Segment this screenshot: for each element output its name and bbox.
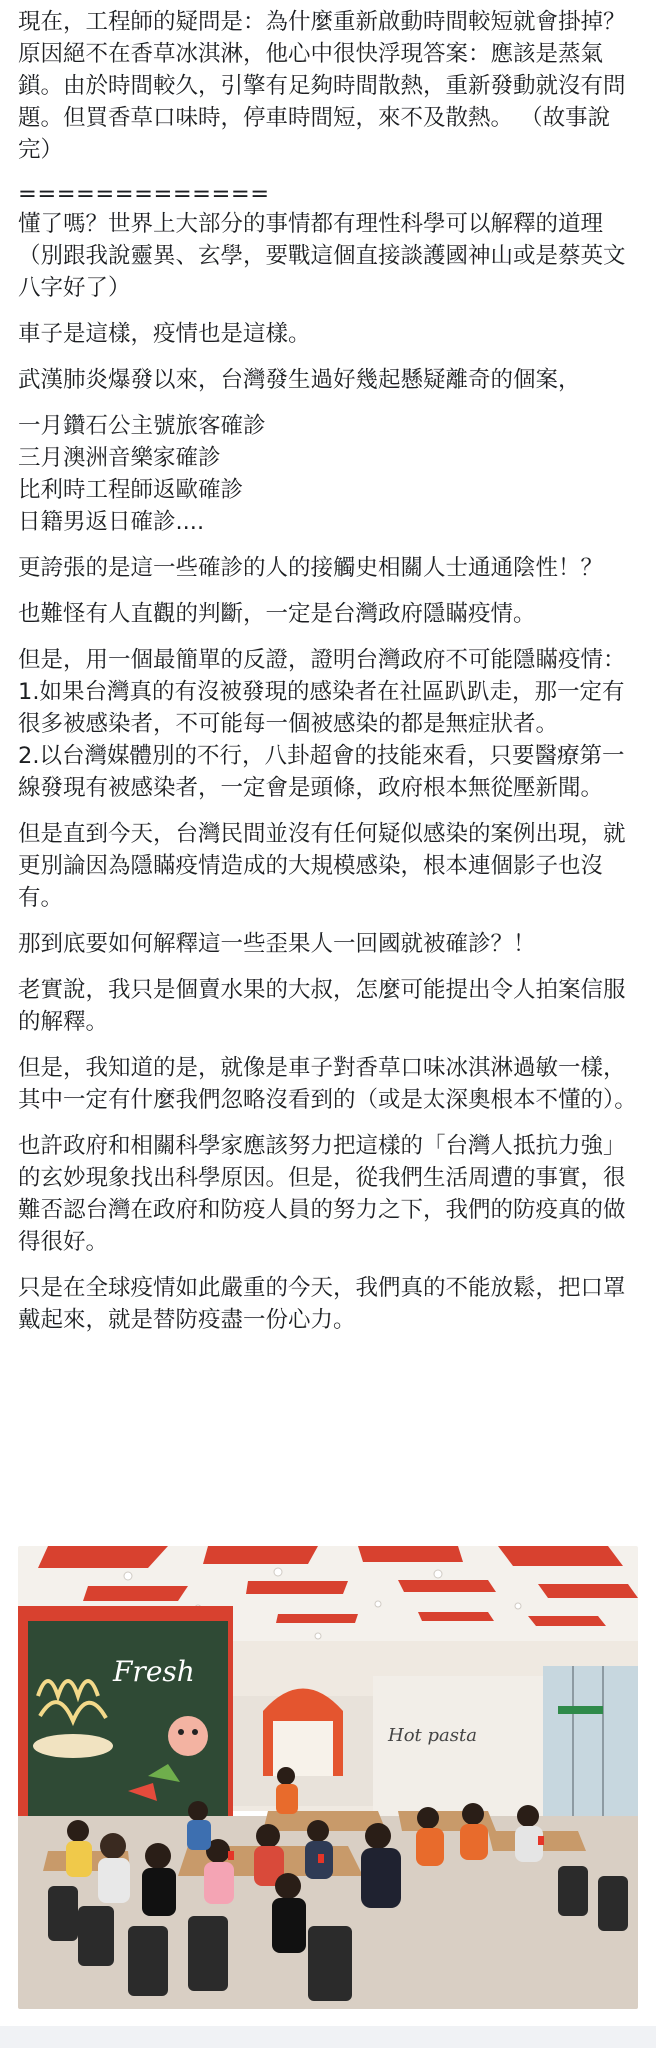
post-paragraph: 但是，用一個最簡單的反證，證明台灣政府不可能隱瞞疫情： 1.如果台灣真的有沒被發現的感染者在社區趴趴走，那一定有很多被感染者，不可能每一個被感染的都是無症狀者。 2.以台灣媒體別的不行，八卦超會的技能來看，只要醫療第一線發現有被感染者，一定會是頭條，政府根本無從壓新聞。 <box>18 647 626 801</box>
fresh-sign: Fresh <box>113 1655 195 1688</box>
exit-sign <box>558 1706 603 1714</box>
post-paragraph: 現在，工程師的疑問是：為什麼重新啟動時間較短就會掛掉？原因絕不在香草冰淇淋，他心中很快浮現答案：應該是蒸氣鎖。由於時間較久，引擎有足夠時間散熱，重新發動就沒有問題。但買香草口味時，停車時間短，來不及散熱。 （故事說完） <box>18 9 626 163</box>
post-paragraph: 那到底要如何解釋這一些歪果人一回國就被確診？！ <box>18 931 536 957</box>
post-paragraph: 車子是這樣，疫情也是這樣。 <box>18 321 311 347</box>
post-paragraph: 一月鑽石公主號旅客確診 三月澳洲音樂家確診 比利時工程師返歐確診 日籍男返日確診.... <box>18 413 266 535</box>
post-paragraph: 懂了嗎？世界上大部分的事情都有理性科學可以解釋的道理（別跟我說靈異、玄學，要戰這個直接談護國神山或是蔡英文八字好了） <box>18 211 626 301</box>
post-paragraph: 老實說，我只是個賣水果的大叔，怎麼可能提出令人拍案信服的解釋。 <box>18 977 626 1035</box>
hot-pasta-sign: Hot pasta <box>388 1725 477 1746</box>
post-paragraph: 但是直到今天，台灣民間並沒有任何疑似感染的案例出現，就更別論因為隱瞞疫情造成的大規模感染，根本連個影子也沒有。 <box>18 821 626 911</box>
bottom-gray-bar <box>0 2026 656 2048</box>
right-wall <box>373 1676 543 1816</box>
post-paragraph: 也許政府和相關科學家應該努力把這樣的「台灣人抵抗力強」的玄妙現象找出科學原因。但是，從我們生活周遭的事實，很難否認台灣在政府和防疫人員的努力之下，我們的防疫真的做得很好。 <box>18 1133 626 1255</box>
post-paragraph: 武漢肺炎爆發以來，台灣發生過好幾起懸疑離奇的個案， <box>18 367 581 393</box>
windows <box>543 1666 638 1816</box>
post-divider: ============= <box>18 181 270 207</box>
post-paragraph: 更誇張的是這一些確診的人的接觸史相關人士通通陰性！？ <box>18 555 604 581</box>
kitchen-window <box>273 1721 333 1776</box>
post-paragraph: 也難怪有人直觀的判斷，一定是台灣政府隱瞞疫情。 <box>18 601 536 627</box>
post-paragraph: 只是在全球疫情如此嚴重的今天，我們真的不能放鬆，把口罩戴起來，就是替防疫盡一份心力。 <box>18 1275 626 1333</box>
restaurant-photo-illustration <box>18 1546 638 2009</box>
post-paragraph: 但是，我知道的是，就像是車子對香草口味冰淇淋過敏一樣，其中一定有什麼我們忽略沒看到的（或是太深奧根本不懂的）。 <box>18 1055 637 1113</box>
restaurant-photo[interactable] <box>18 1546 638 2009</box>
